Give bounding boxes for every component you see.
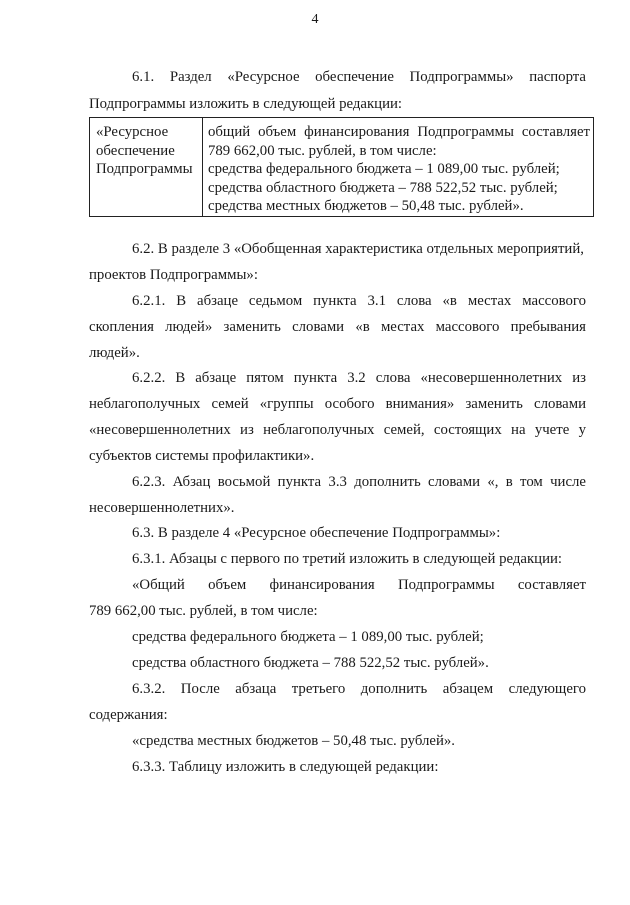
paragraph-6-3-1-line-1: 6.3.1. Абзацы с первого по третий изложить в следующей редакции: [132,551,563,567]
table-left-cell [96,123,193,179]
paragraph-6-2-line-1: 6.2. В разделе 3 «Обобщенная характеристика отдельных мероприятий, [132,241,584,257]
paragraph-6-2-line-2: проектов Подпрограммы»: [89,267,258,283]
table-left-line: Подпрограммы [96,161,193,177]
paragraph-6-2-2-line-2: неблагополучных семей «группы особого внимания» заменить словами [89,396,586,412]
paragraph-6-2-2-line-4: субъектов системы профилактики». [89,448,315,464]
paragraph-6-2-3-line-1: 6.2.3. Абзац восьмой пункта 3.3 дополнить словами «, в том числе [132,474,586,490]
paragraph-6-3-1-line-3: 789 662,00 тыс. рублей, в том числе: [89,603,318,619]
paragraph-6-3-2-line-2: содержания: [89,707,168,723]
paragraph-6-3-2-line-3: «средства местных бюджетов – 50,48 тыс. рублей». [132,733,455,749]
table-divider [202,118,203,216]
page-number: 4 [311,12,319,27]
paragraph-6-3-2-line-1: 6.3.2. После абзаца третьего дополнить абзацем следующего [132,681,586,697]
table-right-cell [208,123,590,216]
paragraph-6-1-line-2: Подпрограммы изложить в следующей редакции: [89,96,403,112]
paragraph-6-2-2-line-1: 6.2.2. В абзаце пятом пункта 3.2 слова «несовершеннолетних из [132,370,586,386]
table-right-line: 789 662,00 тыс. рублей, в том числе: [208,142,437,159]
paragraph-6-3-1-line-5: средства областного бюджета – 788 522,52 тыс. рублей». [132,655,489,671]
table-right-line: средства областного бюджета – 788 522,52 тыс. рублей; [208,179,558,196]
paragraph-6-1-line-1: 6.1. Раздел «Ресурсное обеспечение Подпрограммы» паспорта [132,69,586,85]
table-left-line: «Ресурсное [96,124,169,140]
paragraph-6-2-2-line-3: «несовершеннолетних из неблагополучных семей, состоящих на учете у [89,422,586,438]
paragraph-6-3-1-line-4: средства федерального бюджета – 1 089,00 тыс. рублей; [132,629,484,645]
table-right-line: средства федерального бюджета – 1 089,00 тыс. рублей; [208,161,560,177]
paragraph-6-2-1-line-3: людей». [89,345,140,361]
table-right-line: средства местных бюджетов – 50,48 тыс. рублей». [208,198,524,214]
paragraph-6-2-1-line-1: 6.2.1. В абзаце седьмом пункта 3.1 слова «в местах массового [132,293,586,309]
table-right-line: общий объем финансирования Подпрограммы составляет [208,124,590,140]
resource-table [89,117,594,217]
paragraph-6-2-3-line-2: несовершеннолетних». [89,500,235,516]
paragraph-6-3-1-line-2: «Общий объем финансирования Подпрограммы составляет [132,577,586,593]
paragraph-6-3-3: 6.3.3. Таблицу изложить в следующей редакции: [132,759,439,775]
paragraph-6-3: 6.3. В разделе 4 «Ресурсное обеспечение Подпрограммы»: [132,525,501,541]
paragraph-6-2-1-line-2: скопления людей» заменить словами «в местах массового пребывания [89,319,586,335]
table-left-line: обеспечение [96,142,175,159]
